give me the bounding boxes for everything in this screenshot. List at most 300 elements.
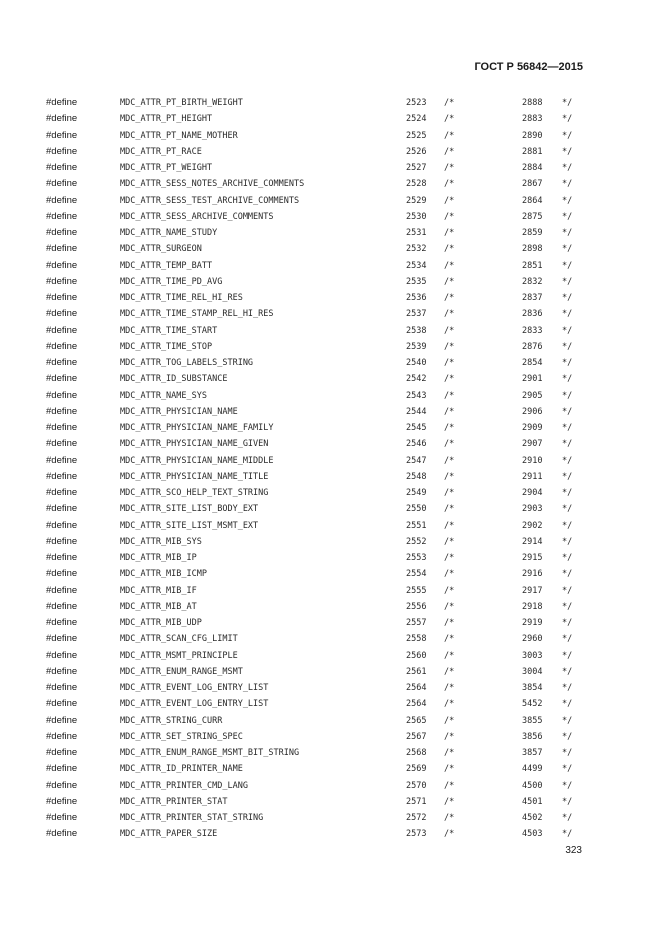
define-keyword: #define: [46, 698, 78, 710]
reference-code: 2833: [522, 325, 543, 336]
define-keyword: #define: [46, 373, 78, 385]
comment-open: /*: [444, 731, 455, 742]
comment-open: /*: [444, 553, 455, 563]
macro-name: MDC_ATTR_SITE_LIST_BODY_EXT: [120, 504, 259, 515]
macro-value: 2572: [406, 813, 427, 823]
comment-close: */: [562, 309, 573, 320]
macro-name: MDC_ATTR_ID_SUBSTANCE: [120, 374, 228, 385]
macro-value: 2565: [406, 715, 427, 726]
reference-code: 3855: [522, 715, 543, 726]
macro-value: 2535: [406, 276, 427, 287]
macro-name: MDC_ATTR_PRINTER_CMD_LANG: [120, 780, 248, 791]
reference-code: 4499: [522, 764, 543, 775]
reference-code: 2916: [522, 569, 543, 580]
reference-code: 3003: [522, 650, 543, 661]
define-row: [0, 306, 661, 322]
macro-name: MDC_ATTR_PHYSICIAN_NAME_MIDDLE: [120, 455, 274, 466]
comment-open: /*: [444, 748, 455, 758]
macro-value: 2524: [406, 114, 427, 125]
define-keyword: #define: [46, 779, 78, 791]
comment-close: */: [562, 390, 573, 401]
comment-open: /*: [444, 618, 455, 628]
macro-value: 2540: [406, 358, 427, 368]
macro-name: MDC_ATTR_MSMT_PRINCIPLE: [120, 650, 238, 661]
comment-open: /*: [444, 390, 455, 401]
reference-code: 2906: [522, 406, 543, 417]
comment-open: /*: [444, 423, 455, 433]
comment-close: */: [562, 683, 573, 693]
define-row: [0, 128, 661, 144]
define-row: [0, 696, 661, 712]
define-keyword: #define: [46, 292, 78, 303]
define-row: [0, 485, 661, 501]
comment-open: /*: [444, 260, 455, 271]
macro-name: MDC_ATTR_PT_HEIGHT: [120, 114, 213, 125]
define-row: [0, 355, 661, 371]
page-number: 323: [565, 845, 582, 856]
comment-close: */: [562, 455, 573, 466]
define-row: [0, 501, 661, 517]
comment-close: */: [562, 715, 573, 726]
macro-value: 2545: [406, 423, 427, 433]
macro-name: MDC_ATTR_SESS_ARCHIVE_COMMENTS: [120, 211, 274, 222]
macro-name: MDC_ATTR_TIME_STOP: [120, 341, 213, 352]
comment-open: /*: [444, 211, 455, 222]
comment-close: */: [562, 650, 573, 661]
macro-value: 2536: [406, 293, 427, 303]
macro-value: 2560: [406, 650, 427, 661]
define-row: [0, 550, 661, 566]
macro-name: MDC_ATTR_NAME_SYS: [120, 390, 207, 401]
comment-open: /*: [444, 341, 455, 352]
define-keyword: #define: [46, 194, 78, 206]
define-row: [0, 193, 661, 209]
define-keyword: #define: [46, 649, 78, 661]
define-row: [0, 453, 661, 469]
macro-value: 2571: [406, 796, 427, 807]
comment-close: */: [562, 796, 573, 807]
define-row: [0, 209, 661, 225]
comment-open: /*: [444, 715, 455, 726]
reference-code: 2854: [522, 358, 543, 368]
comment-open: /*: [444, 130, 455, 141]
reference-code: 4500: [522, 780, 543, 791]
comment-open: /*: [444, 601, 455, 612]
macro-value: 2530: [406, 211, 427, 222]
define-row: [0, 664, 661, 680]
comment-open: /*: [444, 796, 455, 807]
define-keyword: #define: [46, 97, 78, 108]
reference-code: 4501: [522, 796, 543, 807]
define-row: [0, 404, 661, 420]
macro-value: 2526: [406, 146, 427, 157]
reference-code: 4502: [522, 813, 543, 823]
define-keyword: #define: [46, 259, 78, 271]
comment-open: /*: [444, 569, 455, 580]
macro-name: MDC_ATTR_MIB_IF: [120, 585, 197, 596]
define-keyword: #define: [46, 162, 78, 173]
macro-name: MDC_ATTR_SURGEON: [120, 244, 202, 255]
macro-name: MDC_ATTR_ENUM_RANGE_MSMT: [120, 666, 243, 677]
define-keyword: #define: [46, 665, 78, 677]
define-row: [0, 761, 661, 777]
macro-value: 2527: [406, 163, 427, 173]
macro-name: MDC_ATTR_TEMP_BATT: [120, 260, 213, 271]
comment-open: /*: [444, 585, 455, 596]
comment-open: /*: [444, 195, 455, 206]
define-keyword: #define: [46, 487, 78, 498]
define-keyword: #define: [46, 324, 78, 336]
comment-open: /*: [444, 666, 455, 677]
macro-name: MDC_ATTR_MIB_AT: [120, 601, 197, 612]
define-keyword: #define: [46, 210, 78, 222]
comment-close: */: [562, 536, 573, 547]
macro-value: 2553: [406, 553, 427, 563]
macro-name: MDC_ATTR_PAPER_SIZE: [120, 829, 218, 840]
macro-name: MDC_ATTR_SET_STRING_SPEC: [120, 731, 243, 742]
define-row: [0, 680, 661, 696]
reference-code: 2902: [522, 520, 543, 531]
reference-code: 2903: [522, 504, 543, 515]
define-row: [0, 144, 661, 160]
define-row: [0, 566, 661, 582]
macro-name: MDC_ATTR_ID_PRINTER_NAME: [120, 764, 243, 775]
macro-name: MDC_ATTR_PRINTER_STAT_STRING: [120, 813, 264, 823]
comment-close: */: [562, 829, 573, 840]
macro-name: MDC_ATTR_TIME_PD_AVG: [120, 276, 223, 287]
define-keyword: #define: [46, 243, 78, 255]
macro-value: 2546: [406, 439, 427, 450]
define-row: [0, 160, 661, 176]
macro-value: 2538: [406, 325, 427, 336]
macro-value: 2537: [406, 309, 427, 320]
define-row: [0, 339, 661, 355]
comment-open: /*: [444, 634, 455, 645]
comment-close: */: [562, 374, 573, 385]
define-row: [0, 599, 661, 615]
reference-code: 2915: [522, 553, 543, 563]
comment-close: */: [562, 228, 573, 238]
comment-close: */: [562, 439, 573, 450]
macro-name: MDC_ATTR_PT_WEIGHT: [120, 163, 213, 173]
define-row: [0, 371, 661, 387]
macro-value: 2557: [406, 618, 427, 628]
comment-close: */: [562, 520, 573, 531]
reference-code: 3004: [522, 666, 543, 677]
comment-close: */: [562, 358, 573, 368]
define-row: [0, 469, 661, 485]
reference-code: 3856: [522, 731, 543, 742]
macro-value: 2573: [406, 829, 427, 840]
define-keyword: #define: [46, 357, 78, 368]
macro-value: 2554: [406, 569, 427, 580]
comment-open: /*: [444, 325, 455, 336]
define-keyword: #define: [46, 227, 78, 238]
reference-code: 2909: [522, 423, 543, 433]
macro-value: 2529: [406, 195, 427, 206]
comment-open: /*: [444, 358, 455, 368]
comment-close: */: [562, 488, 573, 498]
define-row: [0, 388, 661, 404]
define-keyword: #define: [46, 340, 78, 352]
define-keyword: #define: [46, 178, 78, 190]
comment-open: /*: [444, 293, 455, 303]
comment-close: */: [562, 618, 573, 628]
reference-code: 2837: [522, 293, 543, 303]
define-keyword: #define: [46, 145, 78, 157]
comment-close: */: [562, 423, 573, 433]
define-keyword: #define: [46, 113, 78, 125]
macro-name: MDC_ATTR_ENUM_RANGE_MSMT_BIT_STRING: [120, 748, 300, 758]
define-keyword: #define: [46, 730, 78, 742]
comment-close: */: [562, 748, 573, 758]
comment-close: */: [562, 666, 573, 677]
comment-close: */: [562, 601, 573, 612]
define-keyword: #define: [46, 568, 78, 580]
define-keyword: #define: [46, 454, 78, 466]
comment-open: /*: [444, 455, 455, 466]
reference-code: 2904: [522, 488, 543, 498]
comment-open: /*: [444, 228, 455, 238]
reference-code: 2905: [522, 390, 543, 401]
define-keyword: #define: [46, 129, 78, 141]
macro-name: MDC_ATTR_PHYSICIAN_NAME_FAMILY: [120, 423, 274, 433]
define-keyword: #define: [46, 438, 78, 450]
comment-open: /*: [444, 406, 455, 417]
macro-name: MDC_ATTR_PT_BIRTH_WEIGHT: [120, 98, 243, 108]
comment-close: */: [562, 585, 573, 596]
comment-close: */: [562, 504, 573, 515]
comment-open: /*: [444, 309, 455, 320]
reference-code: 2884: [522, 163, 543, 173]
define-row: [0, 810, 661, 826]
reference-code: 2864: [522, 195, 543, 206]
macro-name: MDC_ATTR_PHYSICIAN_NAME: [120, 406, 238, 417]
define-row: [0, 794, 661, 810]
comment-close: */: [562, 406, 573, 417]
macro-name: MDC_ATTR_SITE_LIST_MSMT_EXT: [120, 520, 259, 531]
comment-close: */: [562, 699, 573, 710]
macro-value: 2569: [406, 764, 427, 775]
comment-close: */: [562, 341, 573, 352]
comment-close: */: [562, 195, 573, 206]
reference-code: 2883: [522, 114, 543, 125]
macro-name: MDC_ATTR_MIB_ICMP: [120, 569, 207, 580]
macro-value: 2570: [406, 780, 427, 791]
reference-code: 2832: [522, 276, 543, 287]
comment-close: */: [562, 114, 573, 125]
macro-value: 2548: [406, 471, 427, 482]
reference-code: 5452: [522, 699, 543, 710]
reference-code: 2881: [522, 146, 543, 157]
reference-code: 2919: [522, 618, 543, 628]
macro-name: MDC_ATTR_EVENT_LOG_ENTRY_LIST: [120, 683, 269, 693]
define-row: [0, 826, 661, 842]
macro-name: MDC_ATTR_STRING_CURR: [120, 715, 223, 726]
comment-close: */: [562, 553, 573, 563]
macro-name: MDC_ATTR_TIME_START: [120, 325, 218, 336]
define-keyword: #define: [46, 389, 78, 401]
macro-value: 2531: [406, 228, 427, 238]
comment-open: /*: [444, 439, 455, 450]
macro-name: MDC_ATTR_PHYSICIAN_NAME_GIVEN: [120, 439, 269, 450]
macro-value: 2561: [406, 666, 427, 677]
comment-open: /*: [444, 699, 455, 710]
define-keyword: #define: [46, 714, 78, 726]
reference-code: 2836: [522, 309, 543, 320]
macro-name: MDC_ATTR_TIME_STAMP_REL_HI_RES: [120, 309, 274, 320]
comment-open: /*: [444, 764, 455, 775]
macro-value: 2532: [406, 244, 427, 255]
macro-name: MDC_ATTR_SCAN_CFG_LIMIT: [120, 634, 238, 645]
reference-code: 2960: [522, 634, 543, 645]
comment-close: */: [562, 130, 573, 141]
comment-close: */: [562, 569, 573, 580]
reference-code: 2914: [522, 536, 543, 547]
reference-code: 3857: [522, 748, 543, 758]
define-row: [0, 258, 661, 274]
comment-open: /*: [444, 650, 455, 661]
comment-open: /*: [444, 813, 455, 823]
macro-value: 2544: [406, 406, 427, 417]
comment-close: */: [562, 634, 573, 645]
reference-code: 2907: [522, 439, 543, 450]
reference-code: 2890: [522, 130, 543, 141]
define-keyword: #define: [46, 308, 78, 320]
comment-close: */: [562, 276, 573, 287]
define-keyword: #define: [46, 682, 78, 693]
define-keyword: #define: [46, 633, 78, 645]
define-row: [0, 420, 661, 436]
macro-value: 2539: [406, 341, 427, 352]
reference-code: 3854: [522, 683, 543, 693]
macro-name: MDC_ATTR_SESS_TEST_ARCHIVE_COMMENTS: [120, 195, 300, 206]
comment-open: /*: [444, 146, 455, 157]
macro-value: 2558: [406, 634, 427, 645]
define-row: [0, 323, 661, 339]
define-keyword: #define: [46, 405, 78, 417]
comment-open: /*: [444, 780, 455, 791]
define-keyword: #define: [46, 600, 78, 612]
define-keyword: #define: [46, 275, 78, 287]
macro-name: MDC_ATTR_MIB_IP: [120, 553, 197, 563]
reference-code: 2888: [522, 98, 543, 108]
comment-open: /*: [444, 163, 455, 173]
comment-open: /*: [444, 114, 455, 125]
define-keyword: #define: [46, 503, 78, 515]
macro-name: MDC_ATTR_SCO_HELP_TEXT_STRING: [120, 488, 269, 498]
macro-name: MDC_ATTR_PHYSICIAN_NAME_TITLE: [120, 471, 269, 482]
reference-code: 2898: [522, 244, 543, 255]
define-keyword: #define: [46, 812, 78, 823]
comment-close: */: [562, 780, 573, 791]
macro-value: 2564: [406, 699, 427, 710]
reference-code: 2876: [522, 341, 543, 352]
define-row: [0, 436, 661, 452]
comment-open: /*: [444, 179, 455, 190]
macro-value: 2534: [406, 260, 427, 271]
comment-open: /*: [444, 471, 455, 482]
comment-close: */: [562, 179, 573, 190]
document-header: ГОСТ Р 56842—2015: [474, 61, 583, 73]
reference-code: 2917: [522, 585, 543, 596]
comment-close: */: [562, 764, 573, 775]
define-keyword: #define: [46, 828, 78, 840]
reference-code: 2911: [522, 471, 543, 482]
macro-name: MDC_ATTR_PT_RACE: [120, 146, 202, 157]
macro-name: MDC_ATTR_PT_NAME_MOTHER: [120, 130, 238, 141]
comment-open: /*: [444, 829, 455, 840]
macro-name: MDC_ATTR_EVENT_LOG_ENTRY_LIST: [120, 699, 269, 710]
comment-close: */: [562, 260, 573, 271]
define-keyword: #define: [46, 422, 78, 433]
define-row: [0, 518, 661, 534]
define-row: [0, 111, 661, 127]
define-row: [0, 713, 661, 729]
comment-open: /*: [444, 520, 455, 531]
define-row: [0, 583, 661, 599]
comment-close: */: [562, 146, 573, 157]
define-keyword: #define: [46, 795, 78, 807]
comment-open: /*: [444, 98, 455, 108]
comment-open: /*: [444, 504, 455, 515]
macro-name: MDC_ATTR_PRINTER_STAT: [120, 796, 228, 807]
macro-value: 2551: [406, 520, 427, 531]
comment-close: */: [562, 813, 573, 823]
macro-value: 2567: [406, 731, 427, 742]
define-row: [0, 290, 661, 306]
comment-open: /*: [444, 276, 455, 287]
define-row: [0, 729, 661, 745]
reference-code: 2859: [522, 228, 543, 238]
define-row: [0, 241, 661, 257]
comment-open: /*: [444, 244, 455, 255]
macro-name: MDC_ATTR_MIB_UDP: [120, 618, 202, 628]
comment-close: */: [562, 293, 573, 303]
define-keyword: #define: [46, 747, 78, 758]
comment-close: */: [562, 731, 573, 742]
macro-name: MDC_ATTR_MIB_SYS: [120, 536, 202, 547]
define-row: [0, 274, 661, 290]
define-keyword: #define: [46, 617, 78, 628]
macro-value: 2550: [406, 504, 427, 515]
define-row: [0, 534, 661, 550]
macro-value: 2542: [406, 374, 427, 385]
define-keyword: #define: [46, 470, 78, 482]
macro-value: 2555: [406, 585, 427, 596]
comment-close: */: [562, 163, 573, 173]
define-row: [0, 648, 661, 664]
reference-code: 4503: [522, 829, 543, 840]
macro-value: 2552: [406, 536, 427, 547]
macro-value: 2547: [406, 455, 427, 466]
define-keyword: #define: [46, 552, 78, 563]
reference-code: 2910: [522, 455, 543, 466]
macro-value: 2549: [406, 488, 427, 498]
macro-value: 2525: [406, 130, 427, 141]
macro-value: 2564: [406, 683, 427, 693]
define-row: [0, 778, 661, 794]
define-row: [0, 615, 661, 631]
comment-close: */: [562, 211, 573, 222]
macro-value: 2568: [406, 748, 427, 758]
define-row: [0, 95, 661, 111]
macro-name: MDC_ATTR_TIME_REL_HI_RES: [120, 293, 243, 303]
define-keyword: #define: [46, 584, 78, 596]
comment-close: */: [562, 244, 573, 255]
macro-name: MDC_ATTR_NAME_STUDY: [120, 228, 218, 238]
define-row: [0, 176, 661, 192]
